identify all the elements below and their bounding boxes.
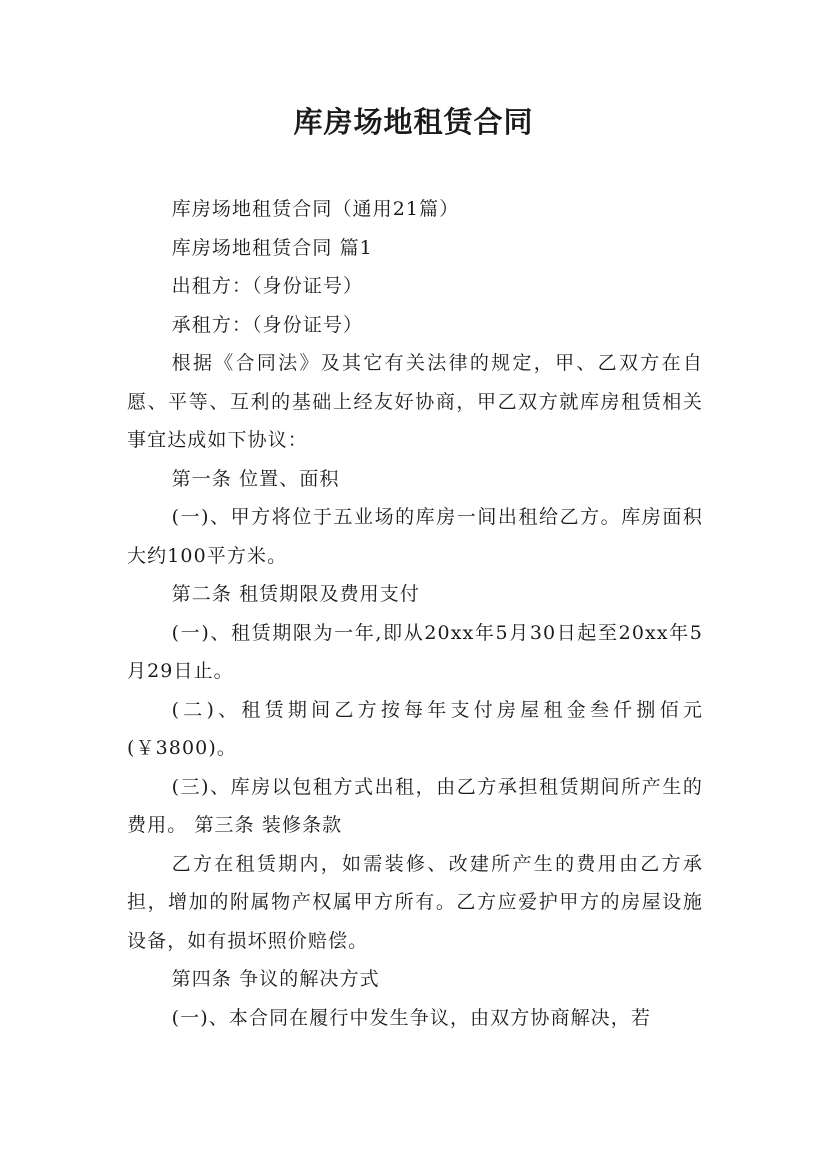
paragraph-article-2-clause-3: (三)、库房以包租方式出租，由乙方承担租赁期间所产生的费用。 第三条 装修条款: [127, 775, 703, 836]
paragraph-article-2-clause-1: (一)、租赁期限为一年,即从20xx年5月30日起至20xx年5月29日止。: [127, 621, 703, 682]
paragraph-article-2-clause-2: (二)、租赁期间乙方按每年支付房屋租金叁仟捌佰元(￥3800)。: [127, 698, 703, 759]
paragraph-article-2-heading: 第二条 租赁期限及费用支付: [171, 583, 420, 605]
paragraph-article-3-body: 乙方在租赁期内，如需装修、改建所产生的费用由乙方承担，增加的附属物产权属甲方所有。乙方应爱护甲方的房屋设施设备，如有损坏照价赔偿。: [127, 852, 703, 952]
paragraph-section-heading: 库房场地租赁合同 篇1: [171, 236, 373, 259]
paragraph-article-1-heading: 第一条 位置、面积: [171, 467, 340, 490]
paragraph-preamble: 根据《合同法》及其它有关法律的规定，甲、乙双方在自愿、平等、互利的基础上经友好协商，甲乙双方就库房租赁相关事宜达成如下协议：: [127, 352, 703, 451]
paragraph-lessor: 出租方：（身份证号）: [171, 275, 364, 297]
paragraph-article-4-heading: 第四条 争议的解决方式: [171, 968, 380, 990]
paragraph-article-1-clause-1: (一)、甲方将位于五业场的库房一间出租给乙方。库房面积大约100平方米。: [127, 506, 703, 567]
paragraph-lessee: 承租方：（身份证号）: [171, 313, 364, 336]
document-body: [127, 190, 703, 1037]
document-title: 库房场地租赁合同: [293, 105, 534, 139]
paragraph-article-4-clause-1: (一)、本合同在履行中发生争议，由双方协商解决，若: [171, 1006, 651, 1029]
paragraph-subtitle: 库房场地租赁合同（通用21篇）: [171, 198, 460, 220]
